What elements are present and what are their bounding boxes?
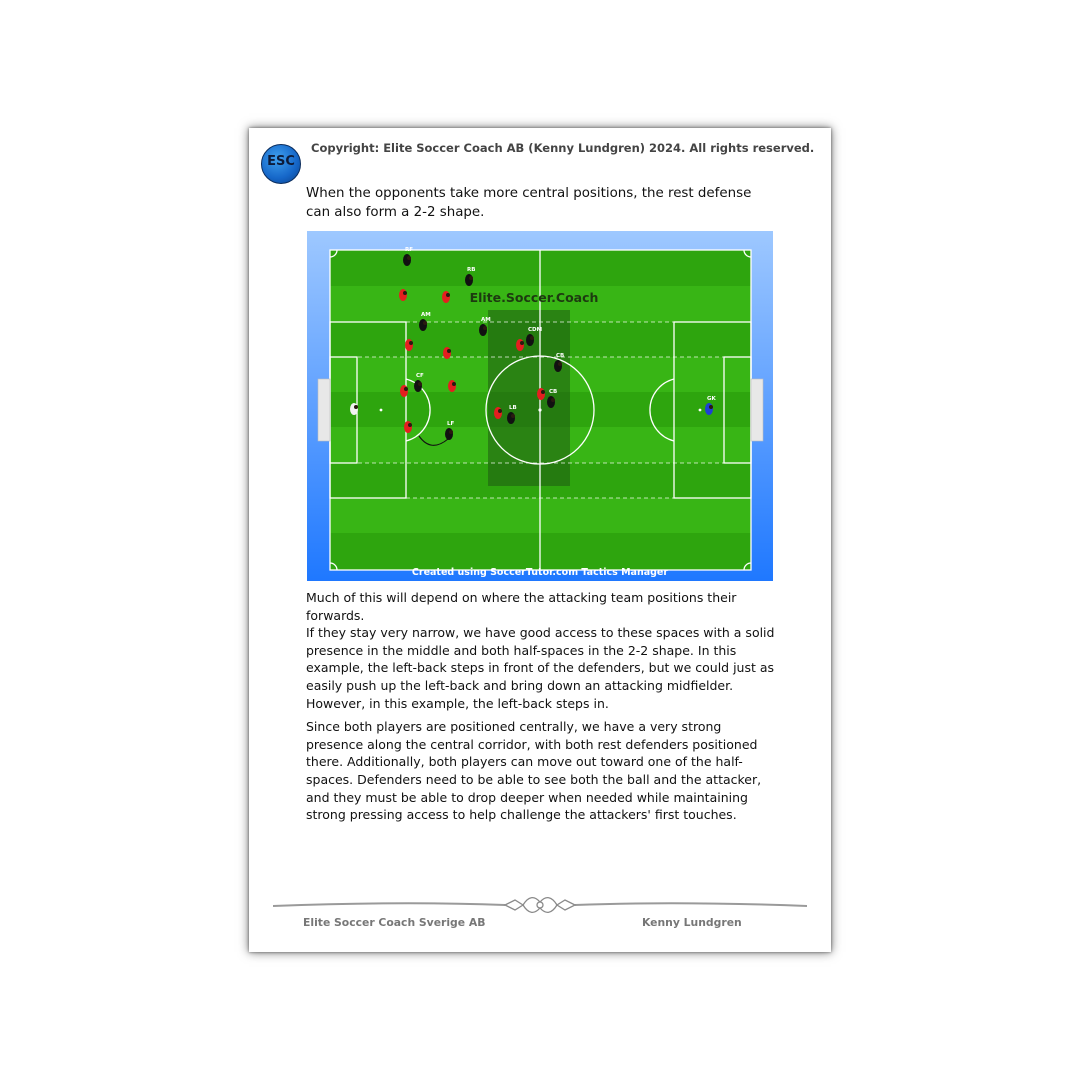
player-head: [408, 423, 412, 427]
logo-text: ESC: [267, 154, 295, 169]
player-head: [511, 414, 515, 418]
player-head: [541, 390, 545, 394]
esc-logo: [261, 144, 301, 184]
player-body: [526, 334, 534, 346]
player-head: [409, 341, 413, 345]
centre-spot: [538, 408, 541, 411]
player-label: CDM: [528, 327, 543, 333]
red-player: [448, 380, 456, 392]
red-player: [443, 347, 451, 359]
player-label: AM: [481, 317, 491, 323]
player-body: [443, 347, 451, 359]
player-label: LF: [447, 421, 455, 427]
player-body: [494, 407, 502, 419]
player-body: [403, 254, 411, 266]
player-label: LB: [509, 405, 517, 411]
player-head: [446, 293, 450, 297]
footer-company: Elite Soccer Coach Sverige AB: [303, 916, 486, 929]
player-body: [400, 385, 408, 397]
player-head: [407, 256, 411, 260]
red-player: [494, 407, 502, 419]
player-label: RB: [467, 267, 476, 273]
player-body: [448, 380, 456, 392]
intro-text: When the opponents take more central positions, the rest defense can also form a 2-2 shape.: [306, 186, 752, 220]
document-page: [249, 128, 831, 952]
watermark-text: Elite.Soccer.Coach: [469, 290, 599, 305]
player-head: [423, 321, 427, 325]
player-label: CB: [549, 389, 558, 395]
player-body: [350, 403, 358, 415]
red-player: [400, 385, 408, 397]
tactics-diagram: [307, 231, 773, 581]
player-head: [452, 382, 456, 386]
player-head: [498, 409, 502, 413]
player-body: [414, 380, 422, 392]
player-body: [507, 412, 515, 424]
red-player: [537, 388, 545, 400]
goalkeeper-player: [350, 403, 358, 415]
player-body: [547, 396, 555, 408]
paragraph: However, in this example, the left-back steps in.: [306, 695, 609, 711]
paragraph: Since both players are positioned centrally, we have a very strong presence along the central corridor, with both rest defenders positioned there. Additionally, both players can move out toward one of the half-spaces. Defenders need to be able to see both the ball and the attacker, and they must be able to drop deeper when needed while maintaining strong pressing access to help challenge the attackers' first touches.: [306, 719, 762, 823]
player-label: AM: [421, 312, 431, 318]
player-label: RF: [405, 247, 413, 253]
player-label: CB: [556, 353, 565, 359]
player-body: [465, 274, 473, 286]
player-head: [447, 349, 451, 353]
player-head: [469, 276, 473, 280]
player-head: [558, 362, 562, 366]
player-body: [537, 388, 545, 400]
red-player: [516, 339, 524, 351]
credit-text: Created using SoccerTutor.com Tactics Manager: [411, 567, 669, 578]
player-body: [445, 428, 453, 440]
red-player: [405, 339, 413, 351]
player-head: [520, 341, 524, 345]
player-head: [530, 336, 534, 340]
right-goal: [751, 379, 763, 441]
pitch-svg: [307, 231, 773, 581]
player-body: [405, 339, 413, 351]
player-label: GK: [707, 396, 716, 402]
player-head: [418, 382, 422, 386]
player-head: [354, 405, 358, 409]
red-player: [399, 289, 407, 301]
player-body: [442, 291, 450, 303]
copyright-notice: Copyright: Elite Soccer Coach AB (Kenny Lundgren) 2024. All rights reserved.: [311, 141, 815, 155]
paragraph: Much of this will depend on where the attacking team positions their forwards.: [306, 590, 737, 623]
player-body: [419, 319, 427, 331]
player-head: [551, 398, 555, 402]
player-head: [483, 326, 487, 330]
player-body: [705, 403, 713, 415]
left-penalty-spot: [380, 409, 383, 412]
player-body: [554, 360, 562, 372]
left-goal: [318, 379, 330, 441]
player-label: CF: [416, 373, 424, 379]
footer-author: Kenny Lundgren: [642, 916, 742, 929]
player-body: [516, 339, 524, 351]
player-head: [709, 405, 713, 409]
red-player: [404, 421, 412, 433]
player-body: [399, 289, 407, 301]
player-head: [404, 387, 408, 391]
right-penalty-spot: [699, 409, 702, 412]
player-body: [404, 421, 412, 433]
paragraph: If they stay very narrow, we have good access to these spaces with a solid presence in the middle and both half-spaces in the 2-2 shape. In this example, the left-back steps in front of the defenders, but we could just as easily push up the left-back and bring down an attacking midfielder.: [306, 625, 775, 693]
red-player: [442, 291, 450, 303]
body-text: [306, 589, 776, 824]
player-body: [479, 324, 487, 336]
player-head: [403, 291, 407, 295]
player-head: [449, 430, 453, 434]
